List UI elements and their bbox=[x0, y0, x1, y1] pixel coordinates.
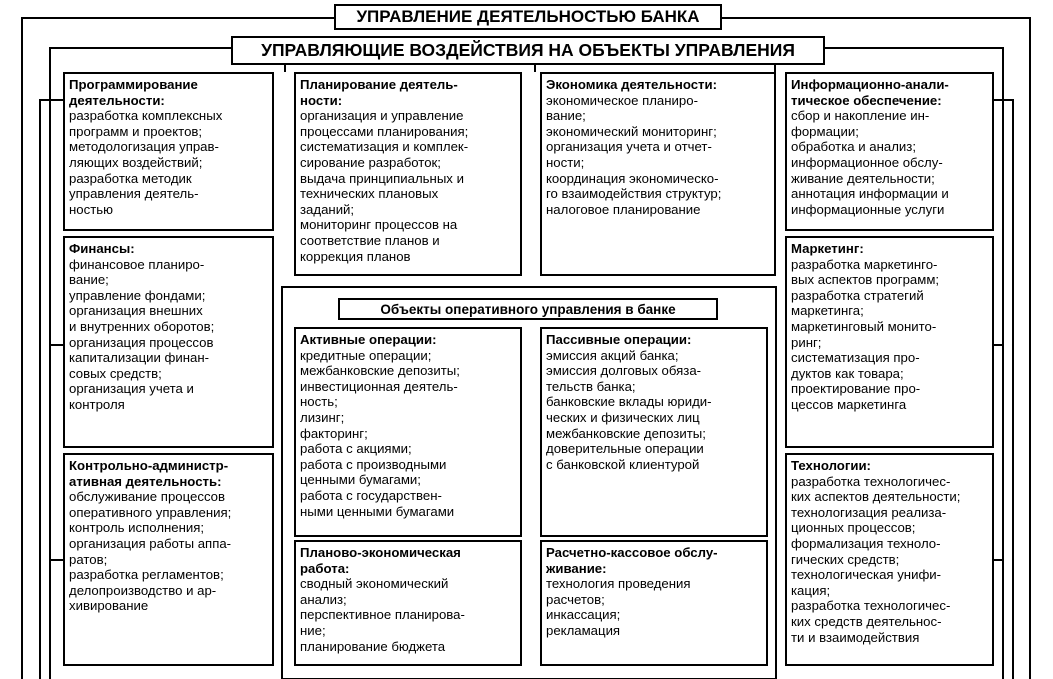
box-heading-line: тическое обеспечение: bbox=[791, 92, 942, 108]
box-heading-line: Активные операции: bbox=[300, 332, 437, 347]
box-text-line: делопроизводство и ар- bbox=[69, 582, 217, 598]
box-text-line: ких аспектов деятельности; bbox=[791, 489, 961, 505]
box-text-line: формации; bbox=[791, 123, 859, 139]
box-passive-operations bbox=[540, 327, 768, 537]
box-text-line: заданий; bbox=[300, 201, 355, 217]
box-text-line: обработка и анализ; bbox=[791, 139, 917, 155]
box-text-line: систематизация про- bbox=[791, 350, 920, 366]
box-text-line: вых аспектов программ; bbox=[791, 272, 940, 288]
box-text-line: факторинг; bbox=[300, 425, 368, 441]
box-text-line: программ и проектов; bbox=[69, 123, 203, 139]
box-text-line: эмиссия долговых обяза- bbox=[546, 363, 702, 379]
box-text-line: методологизация управ- bbox=[69, 139, 219, 155]
box-cash-service bbox=[540, 540, 768, 666]
box-text-line: инкассация; bbox=[546, 607, 621, 623]
box-text-line: лизинг; bbox=[300, 409, 345, 425]
box-text-line: ценными бумагами; bbox=[300, 472, 421, 488]
box-text-line: обслуживание процессов bbox=[69, 489, 226, 505]
box-finance bbox=[63, 236, 274, 448]
box-text-line: ние; bbox=[300, 622, 326, 638]
box-text-line: формализация техноло- bbox=[791, 535, 941, 551]
main-title: УПРАВЛЕНИЕ ДЕЯТЕЛЬНОСТЬЮ БАНКА bbox=[334, 4, 722, 30]
box-text-line: организация учета и отчет- bbox=[546, 139, 712, 155]
box-text-line: коррекция планов bbox=[300, 248, 411, 264]
box-text-line: ционных процессов; bbox=[791, 520, 916, 536]
box-text-line: разработка маркетинго- bbox=[791, 256, 938, 272]
box-text-line: гических средств; bbox=[791, 551, 900, 567]
box-text-line: эмиссия акций банка; bbox=[546, 347, 679, 363]
box-text-line: разработка технологичес- bbox=[791, 598, 951, 614]
box-text-line: мониторинг процессов на bbox=[300, 217, 458, 233]
box-heading-line: Планирование деятель- bbox=[300, 77, 458, 92]
box-text-line: планирование бюджета bbox=[300, 638, 446, 654]
box-text-line: экономическое планиро- bbox=[546, 92, 698, 108]
box-text-line: межбанковские депозиты; bbox=[546, 425, 706, 441]
box-text-line: выдача принципиальных и bbox=[300, 170, 464, 186]
box-heading-line: Программирование bbox=[69, 77, 198, 92]
box-text-line: ратов; bbox=[69, 551, 108, 567]
box-text-line: ческих и физических лиц bbox=[546, 409, 700, 425]
box-text-line: хивирование bbox=[69, 598, 149, 614]
box-active-operations bbox=[294, 327, 522, 537]
box-text-line: банковские вклады юриди- bbox=[546, 394, 712, 410]
box-heading-line: Экономика деятельности: bbox=[546, 77, 717, 92]
box-text-line: межбанковские депозиты; bbox=[300, 363, 460, 379]
box-heading-line: деятельности: bbox=[69, 92, 165, 108]
box-text-line: маркетинга; bbox=[791, 303, 864, 319]
box-text-line: работа с государствен- bbox=[300, 487, 442, 503]
box-planning bbox=[294, 72, 522, 276]
box-text-line: технологическая унифи- bbox=[791, 567, 942, 583]
box-text-line: систематизация и комплек- bbox=[300, 139, 469, 155]
box-text-line: сбор и накопление ин- bbox=[791, 108, 930, 124]
box-technology bbox=[785, 453, 994, 666]
box-programming bbox=[63, 72, 274, 231]
box-text-line: координация экономическо- bbox=[546, 170, 719, 186]
box-text-line: разработка комплексных bbox=[69, 108, 223, 124]
box-heading-line: Пассивные операции: bbox=[546, 332, 692, 347]
box-text-line: вание; bbox=[546, 108, 586, 124]
box-text-line: технологизация реализа- bbox=[791, 504, 947, 520]
box-text-line: организация работы аппа- bbox=[69, 535, 232, 551]
box-text-line: аннотация информации и bbox=[791, 186, 949, 202]
box-text-line: технология проведения bbox=[546, 576, 691, 592]
box-text-line: ринг; bbox=[791, 334, 822, 350]
box-text-line: экономический мониторинг; bbox=[546, 123, 717, 139]
box-text-line: и внутренних оборотов; bbox=[69, 318, 215, 334]
box-heading-line: работа: bbox=[300, 560, 350, 576]
box-text-line: ность; bbox=[300, 394, 338, 410]
box-heading-line: ативная деятельность: bbox=[69, 473, 222, 489]
box-text-line: контроль исполнения; bbox=[69, 520, 205, 536]
box-text-line: оперативного управления; bbox=[69, 504, 232, 520]
box-text-line: разработка стратегий bbox=[791, 287, 924, 303]
box-text-line: управления деятель- bbox=[69, 186, 199, 202]
box-text-line: вание; bbox=[69, 272, 109, 288]
box-text-line: разработка регламентов; bbox=[69, 567, 224, 583]
box-text-line: разработка методик bbox=[69, 170, 192, 186]
box-text-line: управление фондами; bbox=[69, 287, 206, 303]
box-text-line: информационное обслу- bbox=[791, 154, 943, 170]
box-text-line: тельств банка; bbox=[546, 378, 636, 394]
box-text-line: с банковской клиентурой bbox=[546, 456, 700, 472]
box-economics bbox=[540, 72, 776, 276]
box-text-line: разработка технологичес- bbox=[791, 473, 951, 489]
box-text-line: работа с акциями; bbox=[300, 441, 412, 457]
box-text-line: расчетов; bbox=[546, 591, 605, 607]
box-text-line: кация; bbox=[791, 582, 831, 598]
box-heading-line: Технологии: bbox=[791, 458, 871, 473]
objects-title: Объекты оперативного управления в банке bbox=[338, 298, 718, 320]
box-heading-line: Планово-экономическая bbox=[300, 545, 461, 560]
box-text-line: процессами планирования; bbox=[300, 123, 469, 139]
box-text-line: финансовое планиро- bbox=[69, 256, 205, 272]
box-text-line: ких средств деятельнос- bbox=[791, 613, 942, 629]
box-text-line: налоговое планирование bbox=[546, 201, 701, 217]
box-text-line: рекламация bbox=[546, 622, 621, 638]
box-text-line: контроля bbox=[69, 396, 125, 412]
box-text-line: капитализации финан- bbox=[69, 350, 210, 366]
box-heading-line: Финансы: bbox=[69, 241, 135, 256]
box-heading-line: ности: bbox=[300, 92, 343, 108]
box-text-line: анализ; bbox=[300, 591, 347, 607]
box-text-line: ностью bbox=[69, 201, 114, 217]
box-text-line: организация процессов bbox=[69, 334, 214, 350]
box-text-line: дуктов как товара; bbox=[791, 365, 904, 381]
box-heading-line: Маркетинг: bbox=[791, 241, 864, 256]
box-info bbox=[785, 72, 994, 231]
box-control-admin bbox=[63, 453, 274, 666]
box-text-line: ности; bbox=[546, 154, 585, 170]
box-text-line: живание деятельности; bbox=[791, 170, 935, 186]
box-text-line: кредитные операции; bbox=[300, 347, 432, 363]
sub-title: УПРАВЛЯЮЩИЕ ВОЗДЕЙСТВИЯ НА ОБЪЕКТЫ УПРАВЛЕНИЯ bbox=[231, 36, 825, 65]
box-text-line: организация учета и bbox=[69, 381, 194, 397]
box-text-line: го взаимодействия структур; bbox=[546, 186, 722, 202]
box-text-line: перспективное планирова- bbox=[300, 607, 465, 623]
box-text-line: организация и управление bbox=[300, 108, 464, 124]
box-marketing bbox=[785, 236, 994, 448]
box-text-line: цессов маркетинга bbox=[791, 396, 907, 412]
box-text-line: сирование разработок; bbox=[300, 154, 441, 170]
box-text-line: технических плановых bbox=[300, 186, 439, 202]
box-text-line: работа с производными bbox=[300, 456, 447, 472]
box-text-line: маркетинговый монито- bbox=[791, 318, 937, 334]
box-text-line: совых средств; bbox=[69, 365, 162, 381]
box-text-line: сводный экономический bbox=[300, 576, 449, 592]
box-text-line: инвестиционная деятель- bbox=[300, 378, 458, 394]
box-text-line: ными ценными бумагами bbox=[300, 503, 455, 519]
box-text-line: соответствие планов и bbox=[300, 232, 440, 248]
box-heading-line: Информационно-анали- bbox=[791, 77, 949, 92]
box-text-line: ляющих воздействий; bbox=[69, 154, 203, 170]
box-text-line: ти и взаимодействия bbox=[791, 629, 920, 645]
box-heading-line: живание: bbox=[546, 560, 607, 576]
box-heading-line: Контрольно-администр- bbox=[69, 458, 229, 473]
box-plan-economics bbox=[294, 540, 522, 666]
box-text-line: организация внешних bbox=[69, 303, 203, 319]
box-text-line: информационные услуги bbox=[791, 201, 945, 217]
box-heading-line: Расчетно-кассовое обслу- bbox=[546, 545, 718, 560]
box-text-line: доверительные операции bbox=[546, 441, 704, 457]
box-text-line: проектирование про- bbox=[791, 381, 921, 397]
